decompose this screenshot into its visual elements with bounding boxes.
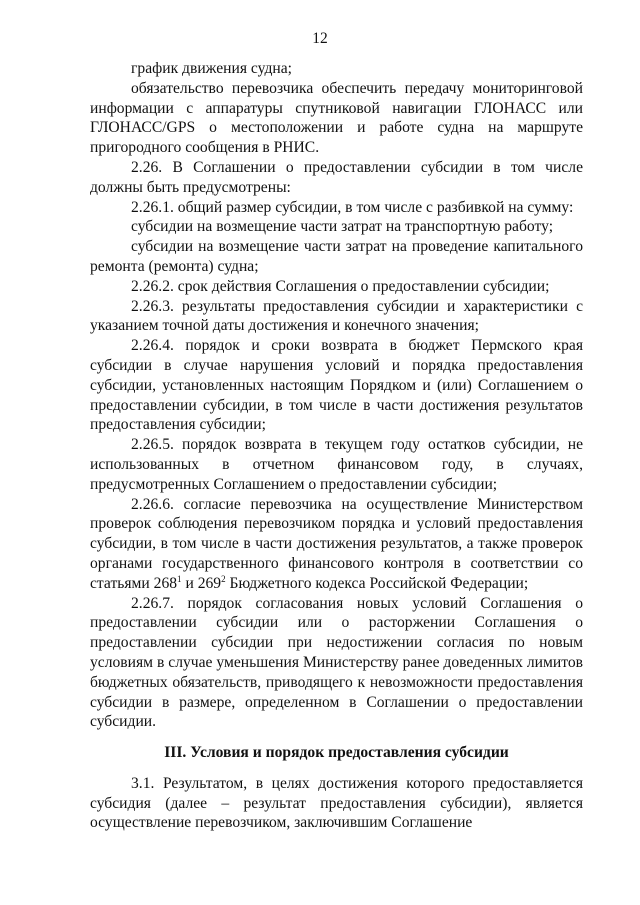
paragraph-subsidy-transport: субсидии на возмещение части затрат на транспортную работу; [131,218,554,236]
paragraph-subsidy-repair: субсидии на возмещение части затрат на проведение капитального ремонта (ремонта) судна; [90,238,583,275]
paragraph-3-1: 3.1. Результатом, в целях достижения которого предоставляется субсидия (далее – результат предоставления субсидии), является осуществление перевозчиком, заключившим Соглашение [90,774,583,832]
page-number: 12 [312,30,328,47]
paragraph-2-26-7: 2.26.7. порядок согласования новых условий Соглашения о предоставлении субсидии или о расторжении Соглашения о предоставлении субсидии при недостижении согласия по новым условиям в случае уменьшения Министерству ранее доведенных лимитов бюджетных обязательств, приводящего к невозможности предоставления субсидии в размере, определенном в Соглашении о предоставлении субсидии. [90,594,583,731]
superscript-268: 1 [177,573,182,584]
section-heading: III. Условия и порядок предоставления субсидии [164,744,509,762]
paragraph-2-26-6-text: 2.26.6. согласие перевозчика на осуществление Министерством проверок соблюдения перевозчиком порядка и условий предоставления субсидии, в том числе в части достижения результатов, а также проверок органами государственного финансового контроля в соответствии со статьями 268 [90,495,583,592]
paragraph-2-26-5: 2.26.5. порядок возврата в текущем году остатков субсидии, не использованных в отчетном финансовом году, в случаях, предусмотренных Соглашением о предоставлении субсидии; [90,436,583,493]
paragraph-2-26-4: 2.26.4. порядок и сроки возврата в бюджет Пермского края субсидии в случае нарушения условий и порядка предоставления субсидии, установленных настоящим Порядком и (или) Соглашением о предоставлении субсидии, в том числе в части достижения результатов предоставления субсидии; [90,337,583,434]
paragraph-p1: график движения судна; [131,60,292,77]
paragraph-2-26-1: 2.26.1. общий размер субсидии, в том числе с разбивкой на сумму: [131,198,574,216]
paragraph-2-26-2: 2.26.2. срок действия Соглашения о предоставлении субсидии; [131,277,550,295]
document-body [90,59,583,833]
paragraph-p2: обязательство перевозчика обеспечить передачу мониторинговой информации с аппаратуры спутниковой навигации ГЛОНАСС или ГЛОНАСС/GPS о местоположении и работе судна на маршруте пригородного сообщения в РНИС. [90,79,583,157]
paragraph-2-26-6-end: Бюджетного кодекса Российской Федерации; [225,574,529,592]
paragraph-2-26: 2.26. В Соглашении о предоставлении субсидии в том числе должны быть предусмотрены: [90,158,583,196]
paragraph-2-26-3: 2.26.3. результаты предоставления субсидии и характеристики с указанием точной даты достижения и конечного значения; [90,297,583,335]
paragraph-2-26-6-middle: и 269 [181,574,222,592]
paragraph-2-26-6 [90,495,583,594]
superscript-269: 2 [221,573,226,584]
